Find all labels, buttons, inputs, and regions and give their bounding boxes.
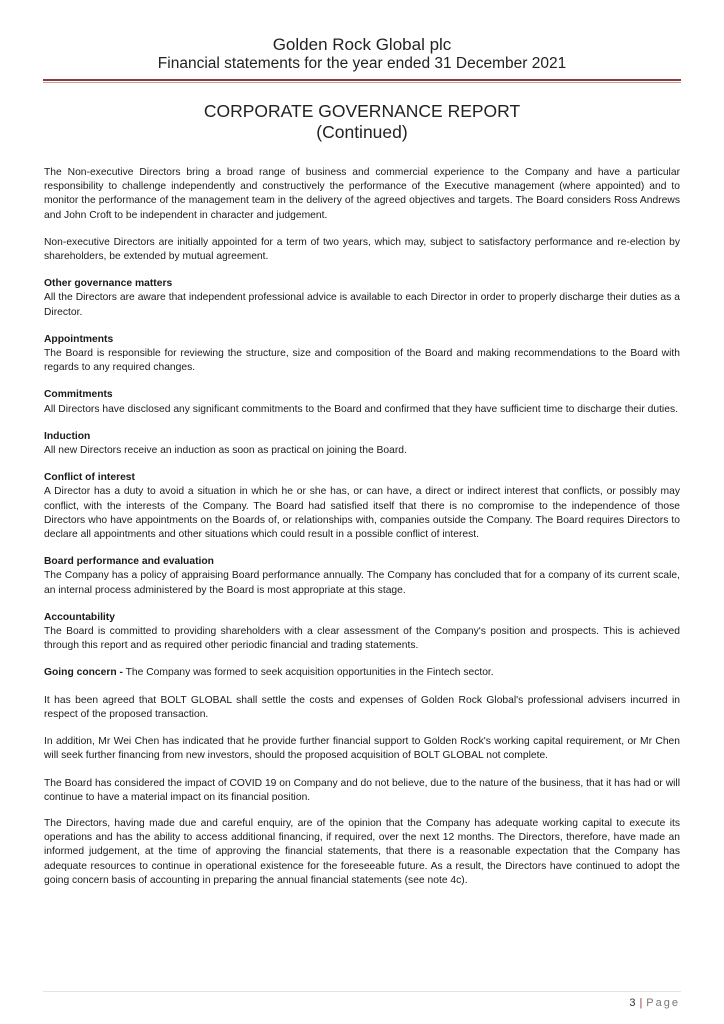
section-board-performance (44, 555, 680, 598)
section-text: The Company has a policy of appraising Board performance annually. The Company has concluded that for a company of its current scale, an internal process administered by the Board is most appropriate at this stage. (44, 570, 680, 596)
section-heading: Going concern - (44, 667, 123, 679)
report-title (0, 101, 724, 143)
section-heading: Induction (44, 430, 91, 442)
page-label: Page (646, 997, 680, 1009)
section-text: All new Directors receive an induction as soon as practical on joining the Board. (44, 445, 407, 457)
document-header (0, 0, 724, 73)
paragraph: In addition, Mr Wei Chen has indicated that he provide further financial support to Golden Rock's working capital requirement, or Mr Chen will seek further financing from new investors, should the proposed acquisition of BOLT GLOBAL not complete. (44, 736, 680, 762)
paragraph: Non-executive Directors are initially appointed for a term of two years, which may, subject to satisfactory performance and re-election by shareholders, be extended by mutual agreement. (44, 236, 680, 263)
section-other-governance (44, 277, 680, 320)
header-rule (43, 79, 681, 81)
section-heading: Conflict of interest (44, 472, 135, 484)
section-heading: Commitments (44, 389, 113, 401)
company-name: Golden Rock Global plc (272, 35, 452, 54)
footer-separator: | (639, 997, 643, 1009)
paragraph: The Board has considered the impact of COVID 19 on Company and do not believe, due to the nature of the business, that it has had or will continue to have a material impact on its financial position. (44, 777, 680, 803)
section-text: All the Directors are aware that independent professional advice is available to each Director in order to properly discharge their duties as a Director. (44, 292, 680, 318)
section-commitments (44, 388, 680, 416)
section-heading: Other governance matters (44, 278, 173, 290)
section-text: The Company was formed to seek acquisition opportunities in the Fintech sector. (122, 667, 494, 679)
paragraph: The Directors, having made due and careful enquiry, are of the opinion that the Company has adequate working capital to execute its operations and has the ability to access additional financing, if required, over the next 12 months. The Directors, therefore, have made an informed judgement, at the time of approving the financial statements, that there is a reasonable expectation that the Company has adequate resources to continue in operational existence for the foreseeable future. As a result, the Directors have continued to adopt the going concern basis of accounting in preparing the annual financial statements (see note 4c). (44, 817, 680, 886)
section-heading: Accountability (44, 611, 115, 623)
header-rule-secondary (43, 82, 681, 83)
report-title-line2: (Continued) (316, 122, 408, 142)
section-induction (44, 430, 680, 458)
report-title-line1: CORPORATE GOVERNANCE REPORT (203, 101, 521, 121)
paragraph: It has been agreed that BOLT GLOBAL shall settle the costs and expenses of Golden Rock Global's professional advisers incurred in respect of the proposed transaction. (44, 694, 680, 720)
report-body (44, 166, 680, 888)
section-conflict-of-interest (44, 471, 680, 542)
section-text: The Board is responsible for reviewing the structure, size and composition of the Board and making recommendations to the Board with regards to any required changes. (44, 348, 680, 374)
section-appointments (44, 333, 680, 376)
paragraph: The Non-executive Directors bring a broad range of business and commercial experience to the Company and have a particular responsibility to challenge independently and constructively the performance of the Executive management (where appointed) and to monitor the performance of the management team in the delivery of the agreed objectives and targets. The Board considers Ross Andrews and John Croft to be independent in character and judgement. (44, 167, 680, 221)
footer-rule (43, 991, 681, 992)
section-text: The Board is committed to providing shareholders with a clear assessment of the Company's position and prospects. This is achieved through this report and as required other periodic financial and trading statements. (44, 626, 680, 652)
section-going-concern (44, 666, 680, 887)
page-footer (629, 997, 680, 1009)
section-text: All Directors have disclosed any significant commitments to the Board and confirmed that they have sufficient time to discharge their duties. (44, 403, 678, 415)
section-heading: Board performance and evaluation (44, 556, 214, 568)
going-concern-intro (44, 666, 680, 680)
section-text: A Director has a duty to avoid a situation in which he or she has, or can have, a direct or indirect interest that conflicts, or possibly may conflict, with the interests of the Company. The Board had satisfied itself that there is no compromise to the independence of those Directors who have appointments on the Boards of, or relationships with, companies outside the Company. The Board requires Directors to declare all appointments and other situations which could result in a possible conflict of interest. (44, 486, 680, 541)
section-heading: Appointments (44, 333, 114, 345)
section-accountability (44, 611, 680, 654)
statement-subtitle: Financial statements for the year ended 31 December 2021 (157, 55, 567, 72)
page-number: 3 (629, 997, 636, 1009)
